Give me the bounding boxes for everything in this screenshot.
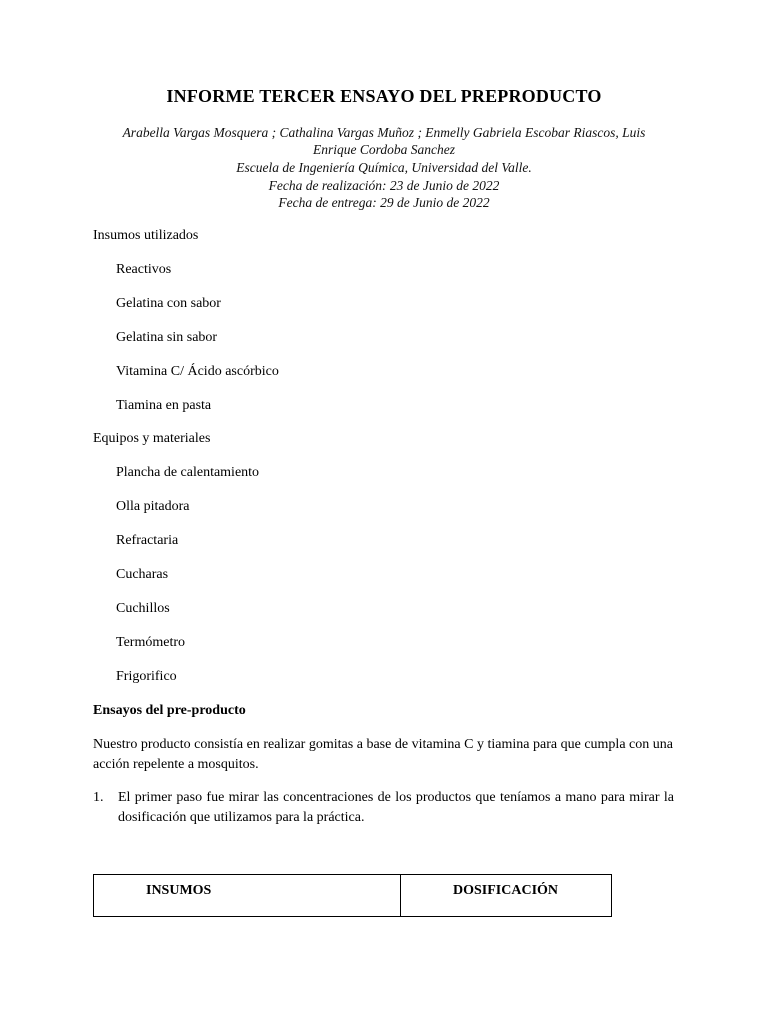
table-header-row <box>94 875 612 917</box>
table-header-dosificacion: DOSIFICACIÓN <box>401 875 612 917</box>
supply-item: Vitamina C/ Ácido ascórbico <box>116 364 279 379</box>
affiliation: Escuela de Ingeniería Química, Universidad del Valle. <box>236 160 532 175</box>
step-1-number: 1. <box>93 790 104 805</box>
supplies-heading: Insumos utilizados <box>93 228 199 243</box>
authors-line-1: Arabella Vargas Mosquera ; Cathalina Vargas Muñoz ; Enmelly Gabriela Escobar Riascos, Luis <box>122 125 646 140</box>
supply-item: Gelatina con sabor <box>116 296 221 311</box>
supply-item: Tiamina en pasta <box>116 398 212 413</box>
supply-item: Reactivos <box>116 262 172 277</box>
step-1-text: El primer paso fue mirar las concentraciones de los productos que teníamos a mano para mirar la dosificación que utilizamos para la práctica. <box>118 790 674 825</box>
dosage-table <box>93 874 612 917</box>
equipment-item: Frigorifico <box>116 669 177 684</box>
date-done: Fecha de realización: 23 de Junio de 2022 <box>268 178 500 193</box>
date-delivery: Fecha de entrega: 29 de Junio de 2022 <box>278 195 490 210</box>
table-header-insumos: INSUMOS <box>94 875 401 917</box>
authors-line-2: Enrique Cordoba Sanchez <box>313 142 455 157</box>
supply-item: Gelatina sin sabor <box>116 330 218 345</box>
equipment-item: Plancha de calentamiento <box>116 465 260 480</box>
equipment-heading: Equipos y materiales <box>93 431 211 446</box>
trials-heading: Ensayos del pre-producto <box>93 703 246 718</box>
equipment-item: Refractaria <box>116 533 179 548</box>
equipment-item: Olla pitadora <box>116 499 190 514</box>
equipment-item: Termómetro <box>116 635 185 650</box>
equipment-item: Cucharas <box>116 567 169 582</box>
trials-intro-paragraph: Nuestro producto consistía en realizar gomitas a base de vitamina C y tiamina para que cumpla con una acción repelente a mosquitos. <box>93 737 673 772</box>
document-title: INFORME TERCER ENSAYO DEL PREPRODUCTO <box>166 86 602 106</box>
equipment-item: Cuchillos <box>116 601 170 616</box>
